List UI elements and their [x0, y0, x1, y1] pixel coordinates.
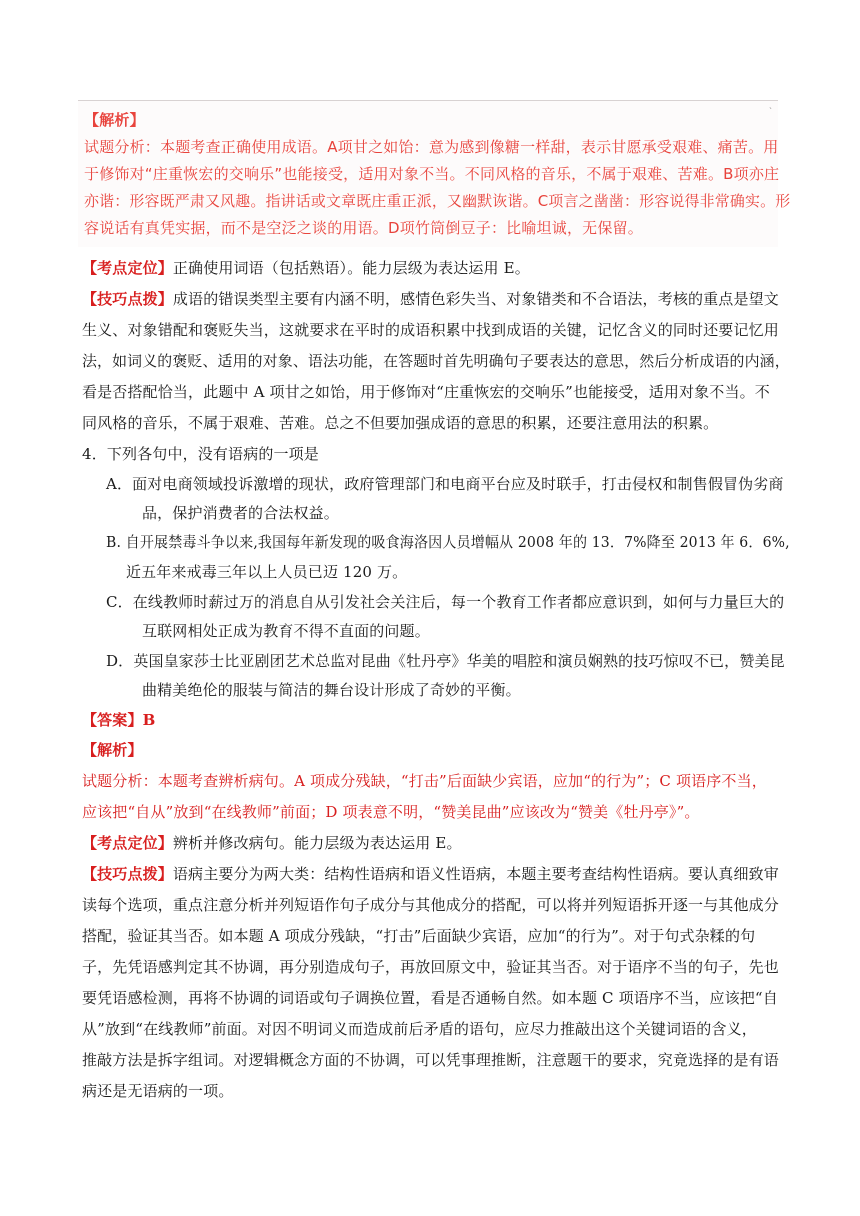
- q4-option-b-line1: B. 自开展禁毒斗争以来,我国每年新发现的吸食海洛因人员增幅从 2008 年的 13．7%降至 2013 年 6．6%,: [106, 534, 790, 551]
- q3-kaodian: [82, 258, 530, 278]
- q3-kaodian-text: 正确使用词语（包括熟语）。能力层级为表达运用 E。: [172, 259, 530, 277]
- q4-answer-value: B: [142, 711, 156, 729]
- q3-jiqiao-line: 成语的错误类型主要有内涵不明，感情色彩失当、对象错类和不合语法，考核的重点是望文: [172, 290, 779, 308]
- q4-jiexi-line: 应该把“自从”放到“在线教师”前面；D 项表意不明，“赞美昆曲”应该改为“赞美《牡丹亭》”。: [82, 803, 700, 821]
- q3-jiqiao-line: 生义、对象错配和褒贬失当，这就要求在平时的成语积累中找到成语的关键，记忆含义的同时还要记忆用: [82, 321, 779, 339]
- scan-line: 于修饰对“庄重恢宏的交响乐”也能接受，适用对象不当。不同风格的音乐，不属于艰难、苦难。B项亦庄: [84, 165, 780, 183]
- q4-option-d-line1: D．英国皇家莎士比亚剧团艺术总监对昆曲《牡丹亭》华美的唱腔和演员娴熟的技巧惊叹不已，赞美昆: [106, 652, 785, 670]
- q3-jiqiao-label: 【技巧点拨】: [82, 290, 173, 308]
- q4-jiqiao-line: 推敲方法是拆字组词。对逻辑概念方面的不协调，可以凭事理推断，注意题干的要求，究竟选择的是有语: [82, 1051, 779, 1069]
- q4-kaodian-label: 【考点定位】: [82, 834, 173, 852]
- q4-answer: [82, 710, 155, 730]
- q4-kaodian: [82, 833, 462, 853]
- scan-line: 亦谐：形容既严肃又风趣。指讲话或文章既庄重正派，又幽默诙谐。C项言之凿凿：形容说得非常确实。形: [84, 192, 791, 210]
- q4-kaodian-text: 辨析并修改病句。能力层级为表达运用 E。: [172, 834, 462, 852]
- q3-jiqiao-first: [82, 289, 779, 309]
- q4-jiexi-line: 试题分析：本题考查辨析病句。A 项成分残缺，“打击”后面缺少宾语，应加“的行为”；C 项语序不当，: [82, 772, 767, 790]
- q4-jiqiao-line: 要凭语感检测，再将不协调的词语或句子调换位置，看是否通畅自然。如本题 C 项语序不当，应该把“自: [82, 989, 778, 1007]
- q4-jiqiao-line: 病还是无语病的一项。: [82, 1082, 234, 1100]
- scan-line: 试题分析：本题考查正确使用成语。A项甘之如饴：意为感到像糖一样甜，表示甘愿承受艰难、痛苦。用: [84, 138, 779, 156]
- q4-option-d-line2: 曲精美绝伦的服装与简洁的舞台设计形成了奇妙的平衡。: [142, 681, 521, 699]
- corner-mark: ˎ: [769, 100, 772, 110]
- q4-option-a-line1: A．面对电商领域投诉激增的现状，政府管理部门和电商平台应及时联手，打击侵权和制售假冒伪劣商: [106, 475, 784, 493]
- q4-option-c-line1: C．在线教师时薪过万的消息自从引发社会关注后，每一个教育工作者都应意识到，如何与力量巨大的: [106, 593, 785, 611]
- q3-jiqiao-line: 法，如词义的褒贬、适用的对象、语法功能，在答题时首先明确句子要表达的意思，然后分析成语的内涵，: [82, 352, 790, 370]
- q4-stem: 4．下列各句中，没有语病的一项是: [82, 445, 319, 463]
- q3-jiqiao-line: 看是否搭配恰当，此题中 A 项甘之如饴，用于修饰对“庄重恢宏的交响乐”也能接受，适用对象不当。不: [82, 383, 770, 401]
- q4-jiqiao-first: [82, 864, 779, 884]
- q4-answer-label: 【答案】: [82, 711, 143, 729]
- q4-jiqiao-line: 语病主要分为两大类：结构性语病和语义性语病，本题主要考查结构性语病。要认真细致审: [172, 865, 779, 883]
- q4-jiqiao-line: 搭配，验证其当否。如本题 A 项成分残缺，“打击”后面缺少宾语，应加“的行为”。对于句式杂糅的句: [82, 927, 756, 945]
- scan-line-heading: 【解析】: [84, 111, 145, 129]
- q4-jiexi-label: 【解析】: [82, 741, 143, 759]
- q3-jiqiao-line: 同风格的音乐，不属于艰难、苦难。总之不但要加强成语的意思的积累，还要注意用法的积累。: [82, 414, 719, 432]
- q4-jiqiao-line: 子，先凭语感判定其不协调，再分别造成句子，再放回原文中，验证其当否。对于语序不当的句子，先也: [82, 958, 779, 976]
- q4-option-c-line2: 互联网相处正成为教育不得不直面的问题。: [142, 622, 430, 640]
- q4-jiqiao-line: 读每个选项，重点注意分析并列短语作句子成分与其他成分的搭配，可以将并列短语拆开逐一与其他成分: [82, 896, 779, 914]
- q4-jiqiao-line: 从”放到“在线教师”前面。对因不明词义而造成前后矛盾的语句，应尽力推敲出这个关键词语的含义，: [82, 1020, 757, 1038]
- scanned-analysis-image: [78, 100, 791, 247]
- q3-kaodian-label: 【考点定位】: [82, 259, 173, 277]
- scan-line: 容说话有真凭实据，而不是空泛之谈的用语。D项竹筒倒豆子：比喻坦诚，无保留。: [84, 219, 643, 237]
- q4-option-a-line2: 品，保护消费者的合法权益。: [142, 504, 339, 522]
- q4-jiqiao-label: 【技巧点拨】: [82, 865, 173, 883]
- q4-option-b-line2: 近五年来戒毒三年以上人员已迈 120 万。: [126, 563, 408, 581]
